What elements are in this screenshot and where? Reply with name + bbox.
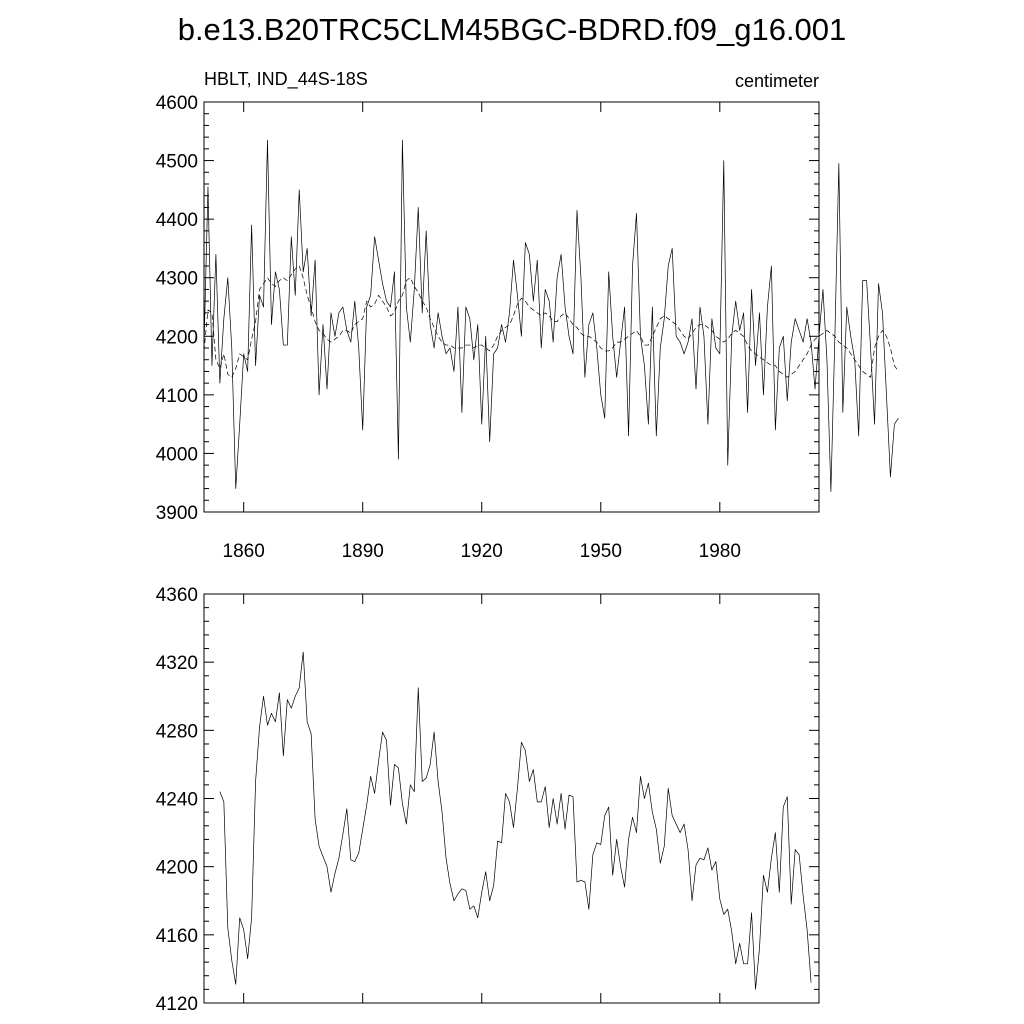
top-panel-right-label: centimeter [734,71,819,91]
y-tick-label: 4500 [155,151,198,173]
x-tick-label: 1890 [341,541,384,562]
bottom-panel [156,585,819,1015]
x-tick-label: 1860 [222,541,265,562]
y-tick-label: 4600 [155,93,198,114]
top-series-group [204,140,898,491]
top-panel [156,69,899,562]
y-tick-label: 4240 [155,789,198,811]
y-tick-label: 4120 [155,994,198,1015]
x-tick-label: 1980 [698,541,741,562]
bottom-series-line-solid [220,652,811,989]
y-tick-label: 4200 [155,857,198,879]
y-tick-label: 4100 [155,385,198,407]
x-tick-label: 1950 [579,541,622,562]
y-tick-label: 4320 [155,653,198,675]
top-plot-frame [204,102,819,512]
top-panel-left-label: HBLT, IND_44S-18S [204,69,368,89]
y-tick-label: 4400 [155,210,198,232]
bottom-plot-frame [204,594,819,1003]
y-tick-label: 3900 [155,503,198,524]
y-tick-label: 4000 [155,444,198,466]
bottom-series-group [220,652,811,989]
y-tick-label: 4300 [155,268,198,290]
x-tick-label: 1920 [460,541,503,562]
figure-title: b.e13.B20TRC5CLM45BGC-BDRD.f09_g16.001 [177,12,847,47]
y-tick-label: 4160 [155,925,198,947]
y-tick-label: 4280 [155,721,198,743]
y-tick-label: 4360 [155,585,198,606]
y-tick-label: 4200 [155,327,198,349]
top-series-line-solid [204,140,898,491]
top-axis-ticks [156,93,819,562]
